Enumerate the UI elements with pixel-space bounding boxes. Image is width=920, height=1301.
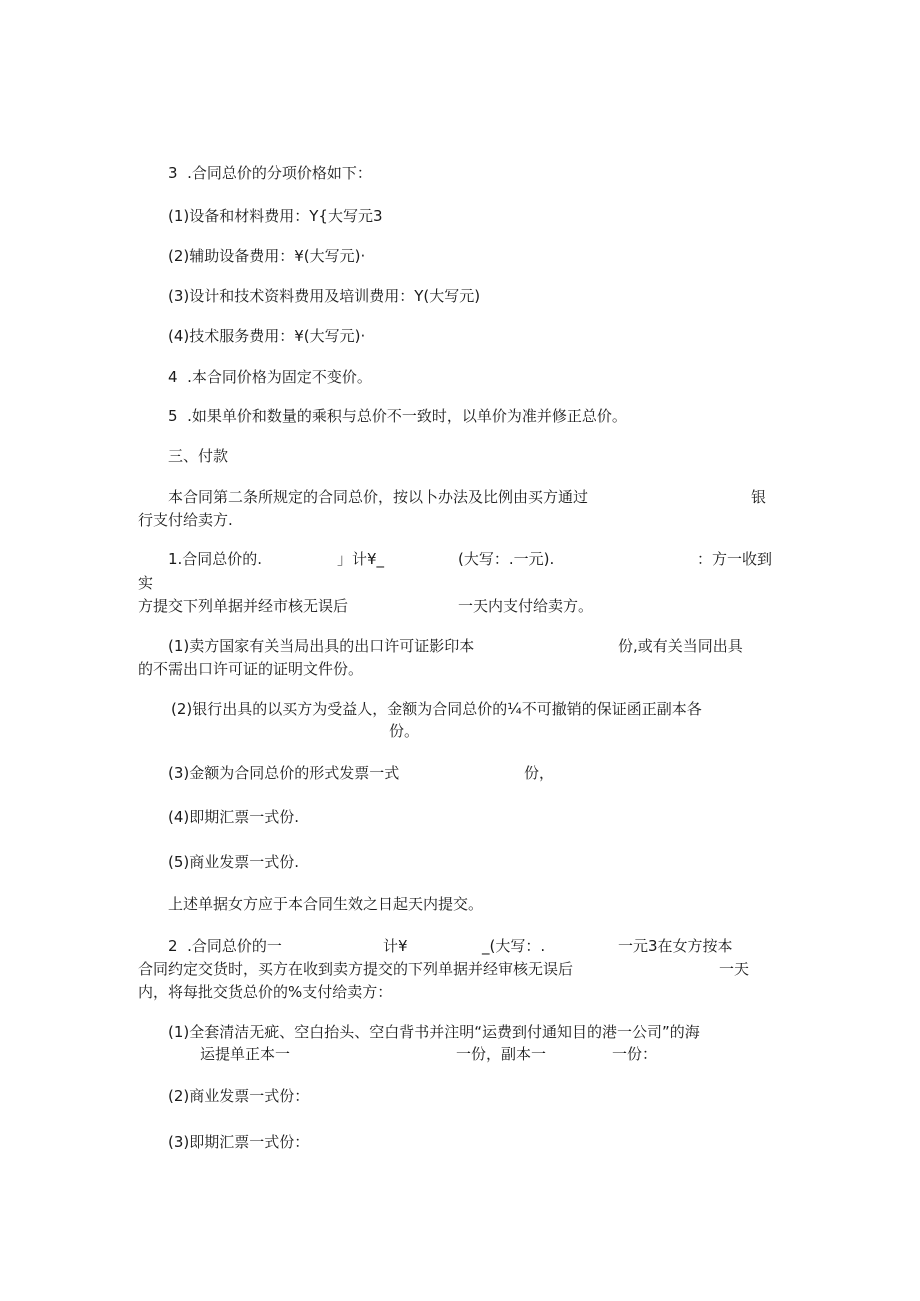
document-4: (4)即期汇票一式份. <box>168 808 300 826</box>
documents-deadline: 上述单据女方应于本合同生效之日起天内提交。 <box>168 895 484 913</box>
payment-1-part-d: ：方一收到 <box>697 550 773 568</box>
payment-2-part-a: 2 .合同总价的一 <box>168 937 282 955</box>
document-2: (2)银行出具的以买方为受益人，金额为合同总价的¼不可撤销的保证函正副本各 <box>171 700 702 718</box>
section-payment-heading: 三、付款 <box>168 447 229 465</box>
payment-1-part-c: (大写：.一元). <box>458 550 555 568</box>
payment-1-line3-a: 方提交下列单据并经市核无误后 <box>138 597 349 615</box>
payment-1-part-b: 」计¥_ <box>337 550 385 568</box>
clause-4: 4 .本合同价格为固定不变价。 <box>168 368 372 386</box>
document-1-line2: 的不需出口许可证的证明文件份。 <box>138 660 364 678</box>
price-item-3: (3)设计和技术资料费用及培训费用：Y(大写元) <box>168 287 481 305</box>
document-2-line2: 份。 <box>389 722 420 740</box>
shipping-document-1-line2-c: 一份： <box>612 1045 658 1063</box>
document-3-b: 份， <box>524 764 555 782</box>
document-1-b: 份,或有关当同出具 <box>618 637 743 655</box>
payment-intro-line1: 本合同第二条所规定的合同总价，按以卜办法及比例由买方通过 <box>168 488 589 506</box>
payment-2-part-c: _(大写：. <box>482 937 546 955</box>
payment-2-part-d: 一元3在女方按本 <box>618 937 733 955</box>
payment-2-part-b: 计¥ <box>383 937 408 955</box>
shipping-document-2: (2)商业发票一式份： <box>168 1087 310 1105</box>
price-item-4: (4)技术服务费用：¥(大写元)· <box>168 327 366 345</box>
document-3-a: (3)金额为合同总价的形式发票一式 <box>168 764 400 782</box>
clause-5: 5 .如果单价和数量的乘积与总价不一致时，以单价为准并修正总价。 <box>168 407 627 425</box>
payment-2-line2-a: 合同约定交货时，买方在收到卖方提交的下列单据并经审核无误后 <box>138 960 574 978</box>
price-item-2: (2)辅助设备费用：¥(大写元)· <box>168 247 366 265</box>
payment-1-line2: 实 <box>138 574 154 592</box>
shipping-document-1-line2-a: 运提单正本一 <box>200 1045 291 1063</box>
shipping-document-1: (1)全套清洁无疵、空白抬头、空白背书并注明“运费到付通知目的港一公司”的海 <box>168 1023 700 1041</box>
document-1-a: (1)卖方国家有关当局出具的出口许可证影印本 <box>168 637 475 655</box>
shipping-document-3: (3)即期汇票一式份： <box>168 1133 310 1151</box>
payment-2-line3: 内，将每批交货总价的%支付给卖方： <box>138 983 393 1001</box>
shipping-document-1-line2-b: 一份，副本一 <box>456 1045 547 1063</box>
payment-intro-line2: 行支付给卖方. <box>138 511 233 529</box>
clause-3-heading: 3 .合同总价的分项价格如下： <box>168 164 372 182</box>
payment-1-line3-b: 一天内支付给卖方。 <box>458 597 594 615</box>
payment-1-part-a: 1.合同总价的. <box>168 550 263 568</box>
price-item-1: (1)设备和材料费用：Y{大写元3 <box>168 207 383 225</box>
payment-intro-line1-end: 银 <box>751 488 767 506</box>
payment-2-line2-b: 一天 <box>719 960 750 978</box>
document-5: (5)商业发票一式份. <box>168 853 300 871</box>
